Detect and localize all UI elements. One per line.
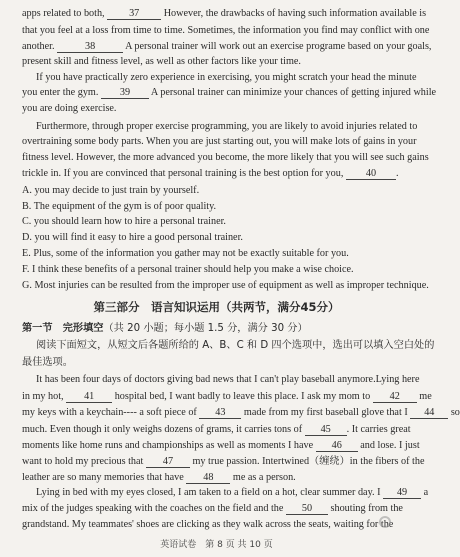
cloze-line	[22, 439, 419, 453]
blank-38: 38	[57, 41, 123, 53]
text: trickle in. If you are convinced that personal training is the best option for you,	[22, 168, 344, 180]
text: so	[450, 407, 460, 419]
blank-37: 37	[107, 8, 161, 20]
instruction-line: 阅读下面短文，从短文后各题所给的 A、B、C 和 D 四个选项中，选出可以填入空白处的	[36, 339, 435, 351]
cloze-line	[36, 486, 429, 500]
blank-42: 42	[373, 391, 417, 403]
text: mix of the judges speaking with the coaches on the field and the	[22, 503, 284, 515]
paragraph-line: Furthermore, through proper exercise programming, you are likely to avoid injuries related to	[36, 120, 418, 132]
cloze-line	[22, 406, 460, 420]
text: a	[423, 487, 429, 499]
cloze-line	[22, 390, 432, 404]
text: another.	[22, 41, 55, 53]
paragraph-line: overtraining some body parts. When you are just starting out, you will make lots of gains in your	[22, 136, 417, 148]
option-a: A. you may decide to just train by yourself.	[22, 184, 200, 196]
blank-48: 48	[186, 472, 230, 484]
paragraph-line: you are doing exercise.	[22, 103, 117, 115]
blank-49: 49	[383, 487, 421, 499]
text: . It carries great	[346, 424, 411, 436]
page-footer: 英语试卷 第 8 页 共 10 页	[160, 540, 273, 550]
text: want to hold my precious that	[22, 455, 144, 467]
cloze-line	[22, 455, 425, 469]
text: you enter the gym.	[22, 87, 99, 99]
option-d: D. you will find it easy to hire a good personal trainer.	[22, 232, 243, 244]
text: and lose. I just	[360, 439, 420, 451]
text: Lying in bed with my eyes closed, I am taken to a field on a hot, clear summer day. I	[36, 487, 381, 499]
paragraph-line: that you feel at a loss from time to time. Sometimes, the information you find may conflict with one	[22, 24, 430, 36]
text: hospital bed, I want badly to leave this place. I ask my mom to	[114, 390, 371, 402]
text: leather are so many memories that have	[22, 471, 184, 483]
subsection-label: 第一节 完形填空	[22, 323, 104, 335]
blank-40: 40	[346, 168, 396, 180]
section-heading: 第三部分 语言知识运用（共两节，满分45分）	[93, 300, 340, 314]
subsection-rule: （共 20 小题；每小题 1.5 分，满分 30 分）	[103, 323, 308, 335]
blank-43: 43	[199, 407, 241, 419]
blank-45: 45	[305, 424, 347, 436]
option-e: E. Plus, some of the information you gather may not be exactly suitable for you.	[22, 248, 349, 260]
cloze-line	[22, 502, 419, 516]
text: apps related to both,	[22, 8, 105, 20]
text: A personal trainer can minimize your chances of getting injured while	[150, 87, 437, 99]
text: made from my first baseball glove that I	[243, 407, 408, 419]
blank-44: 44	[410, 407, 448, 419]
text: me	[419, 390, 432, 402]
cloze-line	[22, 423, 419, 437]
cloze-line: It has been four days of doctors giving bad news that I can't play baseball anymore.Lying here	[36, 373, 420, 385]
blank-46: 46	[316, 440, 358, 452]
option-b: B. The equipment of the gym is of poor quality.	[22, 200, 217, 212]
blank-47: 47	[146, 456, 190, 468]
option-c: C. you should learn how to hire a personal trainer.	[22, 216, 226, 228]
text: me as a person.	[232, 471, 296, 483]
subsection-title	[22, 319, 419, 334]
blank-50: 50	[286, 503, 328, 515]
instruction-line: 最佳选项。	[22, 356, 73, 368]
paragraph-line	[22, 86, 437, 100]
blank-41: 41	[66, 391, 112, 403]
cloze-line: grandstand. My teammates' shoes are clicking as they walk across the seats, waiting for the	[22, 519, 394, 530]
paragraph-line: present skill and fitness level, as well as other factors like your time.	[22, 55, 301, 67]
option-g: G. Most injuries can be resulted from the improper use of equipment as well as improper technique.	[22, 279, 429, 291]
text: However, the drawbacks of having such information available is	[163, 8, 427, 20]
paragraph-line: fitness level. However, the more advanced you become, the more likely that you will see such gains	[22, 152, 429, 164]
text: in my hot,	[22, 390, 64, 402]
watermark-logo	[313, 516, 423, 552]
cloze-line	[22, 471, 419, 485]
paragraph-line	[22, 7, 427, 21]
paragraph-line	[22, 167, 419, 181]
text: .	[395, 168, 399, 180]
paragraph-line: If you have practically zero experience in exercising, you might scratch your head the minute	[36, 72, 417, 84]
text: moments like home runs and championships as well as moments I have	[22, 439, 314, 451]
watermark-dot-icon	[379, 516, 391, 528]
text: my true passion. Intertwined（缠绕）in the fibers of the	[192, 455, 425, 467]
paragraph-line	[22, 40, 432, 54]
option-f: F. I think these benefits of a personal trainer should help you make a wise choice.	[22, 263, 354, 275]
text: shouting from the	[330, 503, 403, 515]
text: my keys with a keychain---- a soft piece of	[22, 407, 197, 419]
text: A personal trainer will work out an exercise programe based on your goals,	[125, 41, 432, 53]
blank-39: 39	[101, 87, 149, 99]
text: much. Even though it only weighs dozens of grams, it carries tons of	[22, 424, 303, 436]
